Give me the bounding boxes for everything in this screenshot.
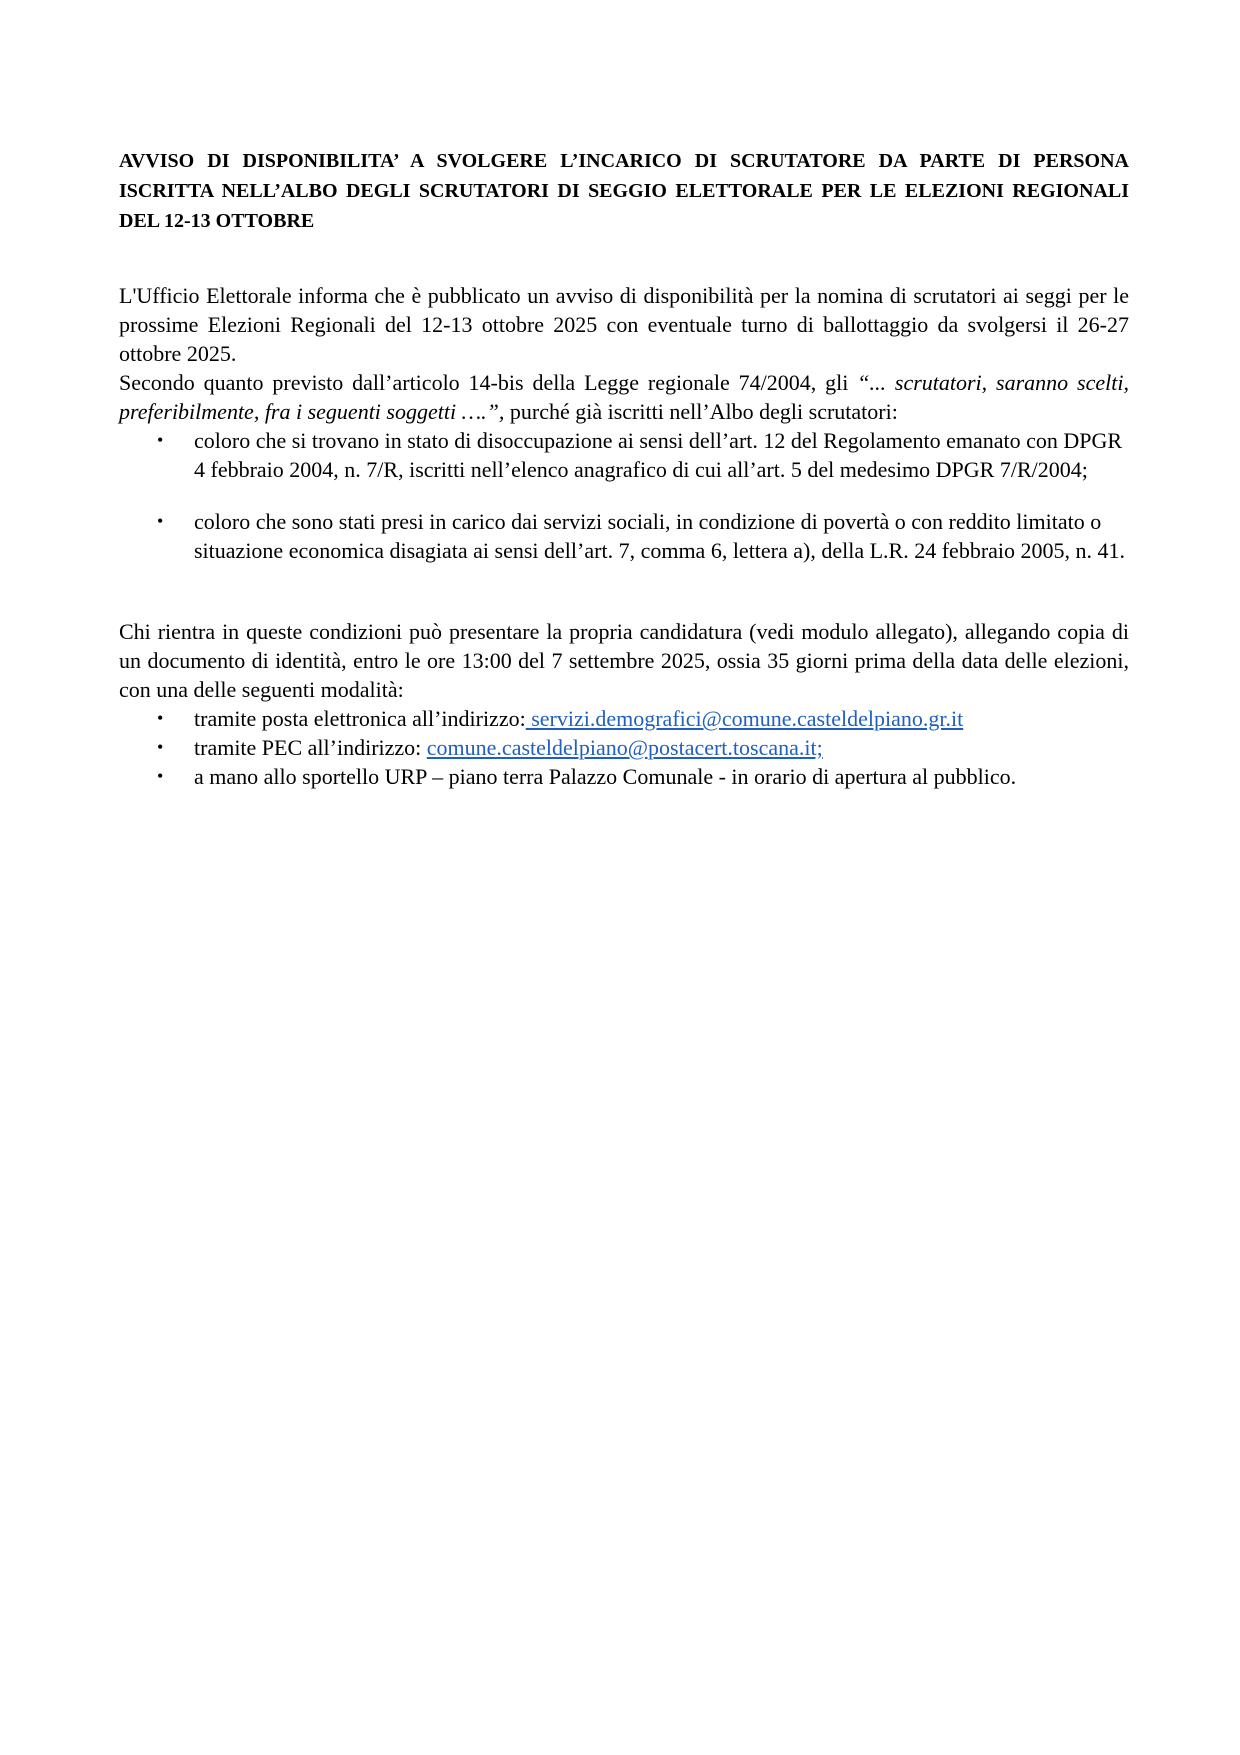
pec-link[interactable]: comune.casteldelpiano@postacert.toscana.it;	[426, 735, 823, 760]
pec-method-label: tramite PEC all’indirizzo:	[194, 735, 427, 760]
notice-title: AVVISO DI DISPONIBILITA’ A SVOLGERE L’INCARICO DI SCRUTATORE DA PARTE DI PERSONA ISCRITTA NELL’ALBO DEGLI SCRUTATORI DI SEGGIO ELETTORALE PER LE ELEZIONI REGIONALI DEL 12-13 OTTOBRE	[119, 150, 1129, 232]
list-item	[119, 507, 1129, 565]
intro-sentence-2-lead: Secondo quanto previsto dall’articolo 14-bis della Legge regionale 74/2004, gli	[119, 370, 858, 395]
eligibility-item-social-services: coloro che sono stati presi in carico dai servizi sociali, in condizione di povertà o con reddito limitato o situazione economica disagiata ai sensi dell’art. 7, comma 6, lettera a), della L.R. 24 febbraio 2005, n. 41.	[194, 509, 1126, 563]
law-quote: “... scrutatori, saranno scelti, preferibilmente, fra i seguenti soggetti ….”,	[119, 370, 1129, 424]
list-item	[119, 426, 1129, 484]
document-page	[119, 146, 1129, 791]
list-item	[119, 762, 1129, 791]
submission-methods-list	[119, 704, 1129, 791]
bullet-icon: •	[157, 430, 164, 450]
list-item	[119, 704, 1129, 733]
bullet-icon: •	[157, 737, 164, 757]
bullet-icon: •	[157, 511, 164, 531]
eligibility-item-unemployed: coloro che si trovano in stato di disoccupazione ai sensi dell’art. 12 del Regolamento emanato con DPGR 4 febbraio 2004, n. 7/R, iscritti nell’elenco anagrafico di cui all’art. 5 del medesimo DPGR 7/R/2004;	[194, 428, 1123, 482]
list-item	[119, 733, 1129, 762]
eligibility-list	[119, 426, 1129, 565]
bullet-icon: •	[157, 708, 164, 728]
email-method-label: tramite posta elettronica all’indirizzo:	[194, 706, 526, 731]
intro-paragraph	[119, 281, 1129, 426]
intro-sentence-2-tail: purché già iscritti nell’Albo degli scrutatori:	[504, 399, 898, 424]
bullet-icon: •	[157, 766, 164, 786]
intro-sentence-1: L'Ufficio Elettorale informa che è pubblicato un avviso di disponibilità per la nomina di scrutatori ai seggi per le prossime Elezioni Regionali del 12-13 ottobre 2025 con eventuale turno di ballottaggio da svolgersi il 26-27 ottobre 2025.	[119, 283, 1129, 366]
hand-delivery-method: a mano allo sportello URP – piano terra Palazzo Comunale - in orario di apertura al pubblico.	[194, 764, 1017, 789]
email-link[interactable]: servizi.demografici@comune.casteldelpiano.gr.it	[525, 706, 964, 731]
candidatura-paragraph: Chi rientra in queste condizioni può presentare la propria candidatura (vedi modulo allegato), allegando copia di un documento di identità, entro le ore 13:00 del 7 settembre 2025, ossia 35 giorni prima della data delle elezioni, con una delle seguenti modalità:	[119, 619, 1129, 702]
